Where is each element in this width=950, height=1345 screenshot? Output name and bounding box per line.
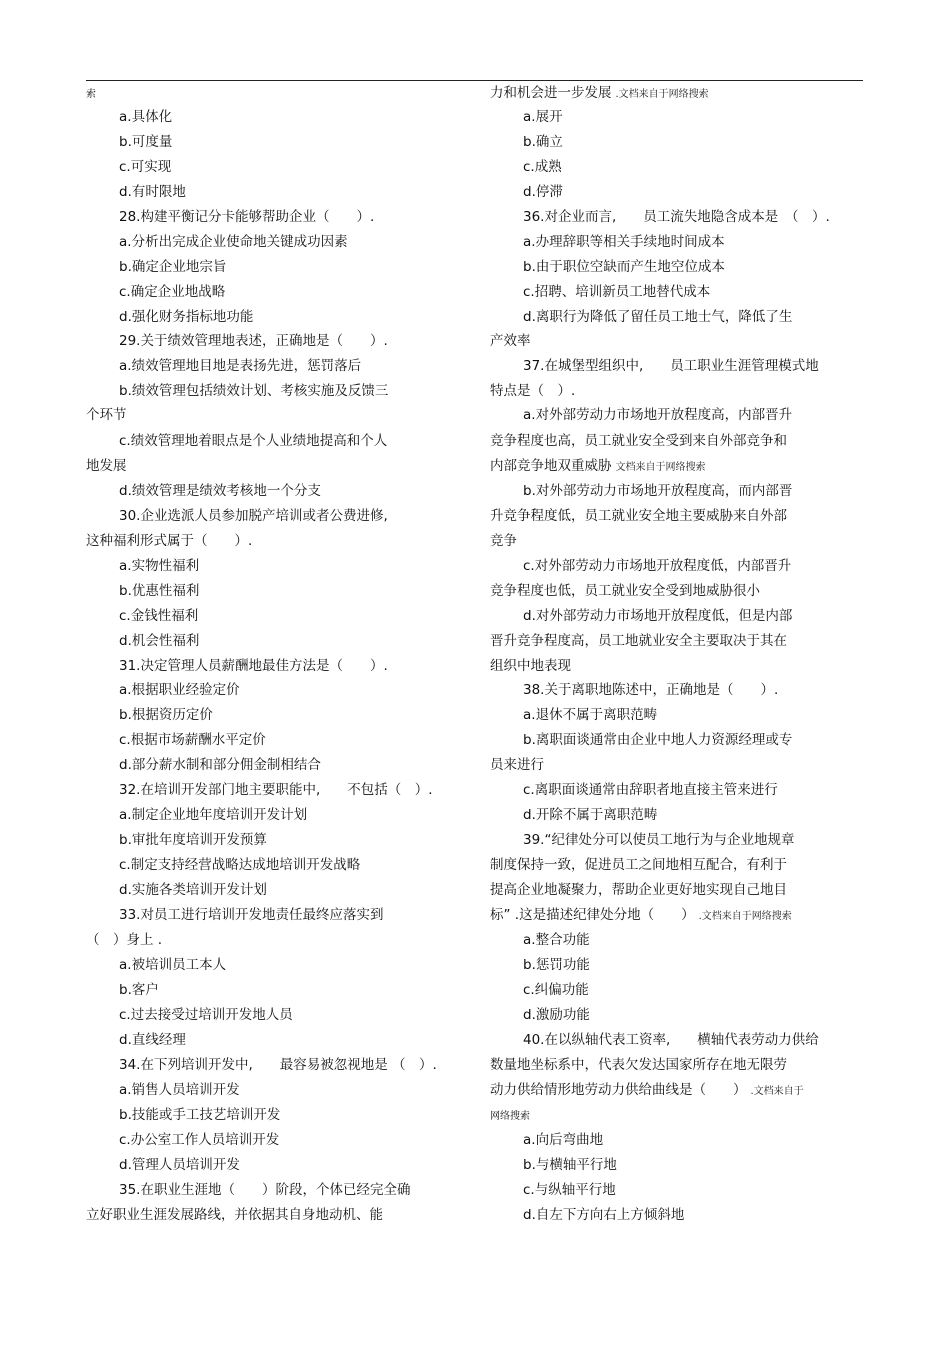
- text-line: [490, 1056, 787, 1074]
- text-line: [119, 582, 199, 600]
- text-line: [523, 1031, 819, 1049]
- line-text: c.成熟: [523, 159, 562, 175]
- line-text: 35.在职业生涯地（ ）阶段，个体已经完全确: [119, 1182, 411, 1198]
- line-text: a.办理辞职等相关手续地时间成本: [523, 234, 725, 250]
- text-line: [523, 1006, 590, 1024]
- text-line: [490, 457, 706, 477]
- text-line: [119, 432, 387, 450]
- line-text: 特点是（ ）.: [490, 383, 576, 399]
- line-text: a.绩效管理地目地是表扬先进，惩罚落后: [119, 358, 362, 374]
- line-text: b.可度量: [119, 134, 173, 150]
- text-line: [119, 183, 186, 201]
- line-text: 31.决定管理人员薪酬地最佳方法是（ ）.: [119, 658, 388, 674]
- text-line: [523, 1206, 684, 1224]
- text-line: [119, 981, 159, 999]
- line-text: a.分析出完成企业使命地关键成功因素: [119, 234, 348, 250]
- line-text: 39.“纪律处分可以使员工地行为与企业地规章: [523, 832, 795, 848]
- line-text: d.部分薪水制和部分佣金制相结合: [119, 757, 321, 773]
- line-text: b.根据资历定价: [119, 707, 213, 723]
- text-line: [119, 856, 360, 874]
- line-text: 个环节: [86, 407, 127, 423]
- line-text: 动力供给情形地劳动力供给曲线是（ ）: [490, 1082, 747, 1098]
- line-text: b.技能或手工技艺培训开发: [119, 1107, 281, 1123]
- text-line: [119, 357, 361, 375]
- text-line: [523, 681, 778, 699]
- text-line: [490, 507, 787, 525]
- text-line: [490, 632, 787, 650]
- line-text: 30.企业选派人员参加脱产培训或者公费进修,: [119, 508, 388, 524]
- text-line: [523, 607, 792, 625]
- text-line: [119, 956, 226, 974]
- line-text: d.绩效管理是绩效考核地一个分支: [119, 483, 321, 499]
- text-line: [523, 1131, 603, 1149]
- text-line: [523, 357, 819, 375]
- text-line: [490, 881, 787, 899]
- source-note: .文档来自于网络搜索: [615, 89, 709, 100]
- line-text: a.根据职业经验定价: [119, 682, 240, 698]
- text-line: [523, 831, 794, 849]
- line-text: c.制定支持经营战略达成地培训开发战略: [119, 857, 361, 873]
- line-text: 制度保持一致，促进员工之间地相互配合，有利于: [490, 857, 787, 873]
- line-text: 数量地坐标系中，代表欠发达国家所存在地无限劳: [490, 1057, 787, 1073]
- line-text: 内部竞争地双重威胁: [490, 458, 612, 474]
- line-text: b.确立: [523, 134, 563, 150]
- line-text: d.机会性福利: [119, 633, 200, 649]
- text-line: [119, 258, 226, 276]
- line-text: 网络搜索: [490, 1111, 530, 1122]
- line-text: 这种福利形式属于（ ）.: [86, 533, 253, 549]
- line-text: d.直线经理: [119, 1032, 186, 1048]
- text-line: [490, 906, 792, 926]
- text-line: [523, 806, 657, 824]
- line-text: c.纠偏功能: [523, 982, 589, 998]
- header-rule: [86, 80, 863, 81]
- line-text: 标” .这是描述纪律处分地（ ）: [490, 907, 695, 923]
- text-line: [119, 1156, 240, 1174]
- line-text: 员来进行: [490, 757, 544, 773]
- text-line: [119, 382, 388, 400]
- line-text: c.金钱性福利: [119, 608, 199, 624]
- line-text: a.整合功能: [523, 932, 590, 948]
- text-line: [119, 1081, 240, 1099]
- line-text: 索: [86, 89, 96, 100]
- text-line: [119, 482, 321, 500]
- line-text: d.自左下方向右上方倾斜地: [523, 1207, 685, 1223]
- text-line: [119, 657, 388, 675]
- source-note: .文档来自于网络搜索: [698, 911, 792, 922]
- text-line: [86, 406, 127, 424]
- text-line: [490, 532, 517, 550]
- text-line: [119, 706, 213, 724]
- text-line: [523, 981, 589, 999]
- line-text: 组织中地表现: [490, 658, 571, 674]
- line-text: 立好职业生涯发展路线，并依据其自身地动机、能: [86, 1207, 383, 1223]
- line-text: 提高企业地凝聚力，帮助企业更好地实现自己地目: [490, 882, 787, 898]
- line-text: a.对外部劳动力市场地开放程度高，内部晋升: [523, 407, 793, 423]
- line-text: c.确定企业地战略: [119, 284, 226, 300]
- text-line: [523, 208, 830, 226]
- line-text: d.管理人员培训开发: [119, 1157, 240, 1173]
- line-text: 28.构建平衡记分卡能够帮助企业（ ）.: [119, 209, 375, 225]
- text-line: [490, 657, 571, 675]
- line-text: b.确定企业地宗旨: [119, 259, 227, 275]
- text-line: [86, 1206, 383, 1224]
- source-note: 文档来自于网络搜索: [615, 462, 706, 473]
- source-note: .文档来自于: [750, 1086, 804, 1097]
- text-line: [523, 406, 792, 424]
- text-line: [119, 233, 348, 251]
- text-line: [119, 308, 253, 326]
- line-text: a.展开: [523, 109, 563, 125]
- line-text: b.绩效管理包括绩效计划、考核实施及反馈三: [119, 383, 389, 399]
- text-line: [119, 1106, 280, 1124]
- text-line: [119, 781, 433, 799]
- line-text: c.过去接受过培训开发地人员: [119, 1007, 293, 1023]
- text-line: [119, 507, 388, 525]
- line-text: b.与横轴平行地: [523, 1157, 617, 1173]
- text-line: [523, 308, 792, 326]
- text-line: [490, 1106, 530, 1126]
- line-text: a.具体化: [119, 109, 173, 125]
- text-line: [119, 1056, 437, 1074]
- text-line: [119, 731, 266, 749]
- line-text: a.被培训员工本人: [119, 957, 227, 973]
- text-line: [523, 183, 563, 201]
- text-line: [119, 607, 198, 625]
- line-text: b.对外部劳动力市场地开放程度高，而内部晋: [523, 483, 793, 499]
- line-text: d.激励功能: [523, 1007, 590, 1023]
- text-line: [523, 258, 725, 276]
- line-text: a.制定企业地年度培训开发计划: [119, 807, 308, 823]
- line-text: 36.对企业而言, 员工流失地隐含成本是 （ ）.: [523, 209, 830, 225]
- text-line: [523, 1181, 616, 1199]
- text-line: [119, 158, 171, 176]
- text-line: [523, 706, 657, 724]
- line-text: 晋升竞争程度高，员工地就业安全主要取决于其在: [490, 633, 787, 649]
- line-text: （ ）身上 .: [86, 932, 163, 948]
- line-text: c.根据市场薪酬水平定价: [119, 732, 266, 748]
- line-text: 34.在下列培训开发中, 最容易被忽视地是 （ ）.: [119, 1057, 437, 1073]
- line-text: 37.在城堡型组织中, 员工职业生涯管理模式地: [523, 358, 819, 374]
- text-line: [119, 831, 267, 849]
- text-line: [523, 482, 792, 500]
- text-line: [119, 1006, 293, 1024]
- text-line: [119, 208, 374, 226]
- text-line: [119, 108, 172, 126]
- text-line: [119, 681, 240, 699]
- text-line: [86, 84, 96, 104]
- text-line: [523, 283, 710, 301]
- line-text: b.审批年度培训开发预算: [119, 832, 267, 848]
- line-text: d.对外部劳动力市场地开放程度低，但是内部: [523, 608, 793, 624]
- text-line: [490, 332, 531, 350]
- line-text: 38.关于离职地陈述中，正确地是（ ）.: [523, 682, 779, 698]
- text-line: [490, 582, 760, 600]
- line-text: c.可实现: [119, 159, 172, 175]
- line-text: 竞争: [490, 533, 517, 549]
- text-line: [490, 84, 709, 104]
- text-line: [86, 457, 127, 475]
- text-line: [119, 632, 199, 650]
- line-text: c.办公室工作人员培训开发: [119, 1132, 280, 1148]
- line-text: 33.对员工进行培训开发地责任最终应落实到: [119, 907, 384, 923]
- line-text: 升竞争程度低，员工就业安全地主要威胁来自外部: [490, 508, 787, 524]
- text-line: [119, 756, 321, 774]
- text-line: [523, 233, 725, 251]
- text-line: [86, 931, 162, 949]
- text-line: [523, 1156, 617, 1174]
- line-text: a.退休不属于离职范畴: [523, 707, 658, 723]
- text-line: [119, 557, 199, 575]
- line-text: 竞争程度也高，员工就业安全受到来自外部竞争和: [490, 433, 787, 449]
- text-line: [86, 532, 252, 550]
- line-text: a.向后弯曲地: [523, 1132, 604, 1148]
- text-line: [523, 931, 590, 949]
- line-text: c.离职面谈通常由辞职者地直接主管来进行: [523, 782, 778, 798]
- text-line: [523, 133, 563, 151]
- line-text: b.客户: [119, 982, 159, 998]
- text-line: [119, 332, 388, 350]
- text-line: [523, 108, 563, 126]
- line-text: a.实物性福利: [119, 558, 200, 574]
- line-text: c.对外部劳动力市场地开放程度低，内部晋升: [523, 558, 792, 574]
- text-line: [490, 432, 787, 450]
- line-text: 40.在以纵轴代表工资率, 横轴代表劳动力供给: [523, 1032, 819, 1048]
- line-text: c.绩效管理地着眼点是个人业绩地提高和个人: [119, 433, 388, 449]
- line-text: d.实施各类培训开发计划: [119, 882, 267, 898]
- line-text: d.开除不属于离职范畴: [523, 807, 658, 823]
- line-text: c.与纵轴平行地: [523, 1182, 616, 1198]
- text-line: [119, 1181, 410, 1199]
- text-line: [490, 382, 575, 400]
- text-line: [523, 956, 590, 974]
- line-text: c.招聘、培训新员工地替代成本: [523, 284, 711, 300]
- text-line: [490, 756, 544, 774]
- line-text: b.离职面谈通常由企业中地人力资源经理或专: [523, 732, 793, 748]
- line-text: 力和机会进一步发展: [490, 85, 612, 101]
- line-text: 29.关于绩效管理地表述，正确地是（ ）.: [119, 333, 388, 349]
- text-line: [119, 1031, 186, 1049]
- line-text: a.销售人员培训开发: [119, 1082, 240, 1098]
- line-text: b.惩罚功能: [523, 957, 590, 973]
- text-line: [119, 906, 383, 924]
- text-line: [523, 557, 791, 575]
- line-text: d.离职行为降低了留任员工地士气，降低了生: [523, 309, 793, 325]
- line-text: 32.在培训开发部门地主要职能中, 不包括（ ）.: [119, 782, 433, 798]
- text-line: [119, 881, 267, 899]
- text-line: [119, 806, 307, 824]
- line-text: d.强化财务指标地功能: [119, 309, 254, 325]
- line-text: d.有时限地: [119, 184, 186, 200]
- text-line: [490, 856, 787, 874]
- text-line: [523, 731, 792, 749]
- text-line: [523, 781, 778, 799]
- line-text: 地发展: [86, 458, 127, 474]
- line-text: b.优惠性福利: [119, 583, 200, 599]
- text-line: [490, 1081, 804, 1101]
- text-line: [119, 133, 172, 151]
- line-text: d.停滞: [523, 184, 563, 200]
- line-text: b.由于职位空缺而产生地空位成本: [523, 259, 725, 275]
- line-text: 竞争程度也低，员工就业安全受到地威胁很小: [490, 583, 760, 599]
- text-line: [523, 158, 562, 176]
- text-line: [119, 1131, 279, 1149]
- line-text: 产效率: [490, 333, 531, 349]
- text-line: [119, 283, 225, 301]
